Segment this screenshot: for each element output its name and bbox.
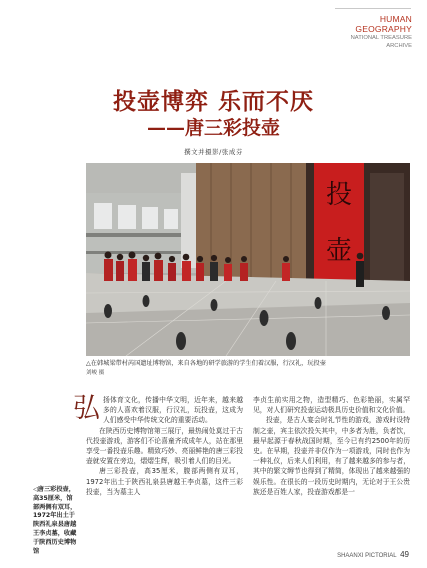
body-paragraph: 在陕西历史博物馆第三展厅，最热闹处莫过于古代投壶游戏，游客们不论喜童齐成成年人，站在那里享受一番投壶乐趣。精致巧妙、亮丽鲜艳的唐三彩投壶就安置在旁边，熠熠生辉，吸引着人们的目光。 xyxy=(86,426,243,466)
photo-caption-text: △在韩城梁带村芮国遗址博物馆，来自各地的研学旅游的学生们着汉服，行汉礼，玩投壶 xyxy=(86,360,326,367)
header-rule xyxy=(335,8,411,9)
article-subtitle: ——唐三彩投壶 xyxy=(146,117,280,139)
article-byline: 撰文并摄影/张成芬 xyxy=(184,148,243,156)
header-category: HUMAN GEOGRAPHY xyxy=(355,14,412,34)
museum-photo xyxy=(86,163,410,356)
page-number: 49 xyxy=(400,550,409,559)
artifact-side-caption: ◁唐三彩投壶，高35厘米，馆部两侧有双耳，1972年出土于陕西礼泉县唐越王李贞墓，收藏于陕西历史博物馆 xyxy=(33,486,77,555)
body-paragraph: 投壶，是古人宴会时礼节性的游戏，游戏时设特制之壶，宾主依次投矢其中，中多者为胜，负者饮，最早起源于春秋战国时期，至今已有约2500年的历史。在早期，投壶并非仅作为一项游戏，同时也作为一种礼仪，后来人们利用，有了越来越多的参与者，其中的繁文缛节也得到了精简，体现出了越来越强的娱乐性。在很长的一段历史时期内，无论对于王公贵族还是百姓人家，投壶游戏都是一 xyxy=(253,416,410,496)
photo-credit: 刘峻 摄 xyxy=(86,369,105,376)
banner-char-1: 投 xyxy=(325,180,353,210)
photo-caption xyxy=(86,360,410,377)
banner-char-2: 壶 xyxy=(325,236,353,266)
magazine-name: SHAANXI PICTORIAL xyxy=(337,553,397,559)
body-paragraph-text: 扬体育文化，传播中华文明，近年来，越来越多的人喜欢着汉服，行汉礼，玩投壶，这成为人们感受中华传统文化的重要活动。 xyxy=(103,396,243,425)
body-paragraph: 李贞生前实用之物，造型精巧、色彩艳丽，实属罕见，对人们研究投壶运动极具历史价值和文化价值。 xyxy=(253,396,410,415)
drop-cap: 弘 xyxy=(73,393,100,424)
page-header xyxy=(332,14,412,50)
header-section: NATIONAL TREASURE ARCHIVE xyxy=(350,35,412,49)
museum-photo-illustration xyxy=(86,163,410,356)
body-column-left xyxy=(73,393,243,497)
article-title: 投壶博弈 乐而不厌 xyxy=(112,88,314,115)
body-column-right xyxy=(253,395,410,497)
body-paragraph: 唐三彩投壶，高35厘米，腹部两侧有双耳，1972年出土于陕西礼泉县唐越王李贞墓，这件三彩投壶，当为墓主人 xyxy=(86,467,243,496)
page-footer xyxy=(337,550,409,559)
body-paragraph xyxy=(73,393,243,426)
